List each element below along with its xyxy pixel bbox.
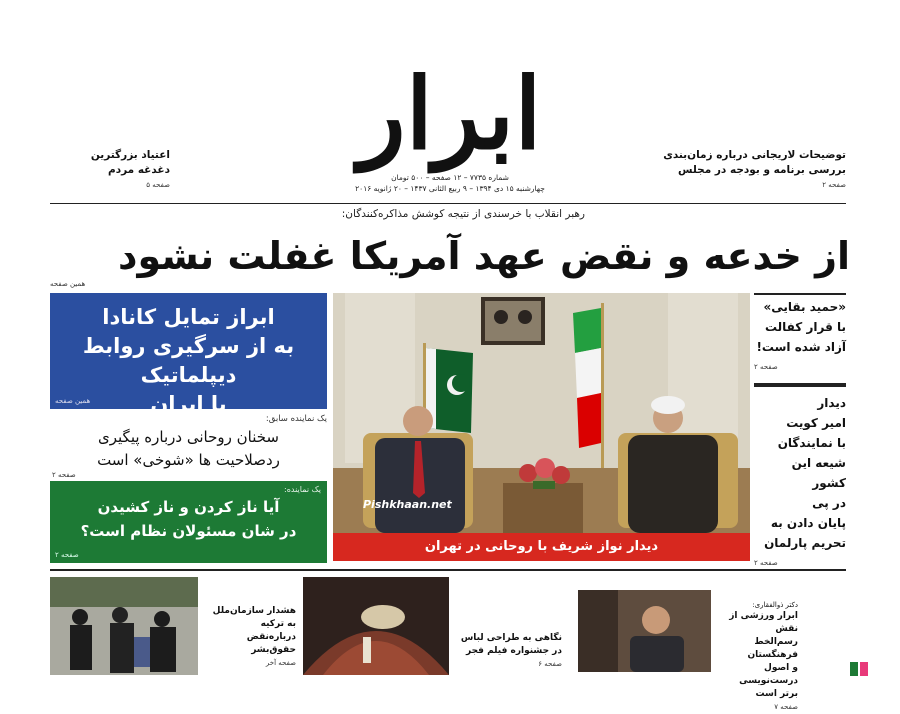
bottom-story-2-line1: نگاهی به طراحی لباس <box>460 633 562 643</box>
right-story-1-line2: با قرار کفالت <box>764 320 846 334</box>
right-story-2-line6: پایان دادن به <box>770 516 846 530</box>
registration-mark-pink <box>860 662 868 676</box>
teaser-right-page: صفحه ۲ <box>822 181 846 189</box>
main-photo[interactable] <box>333 293 750 533</box>
blue-story-page: همین صفحه <box>55 397 91 405</box>
bottom-photo-3[interactable] <box>578 590 711 672</box>
headline-kicker: رهبر انقلاب با خرسندی از نتیجه کوشش مذاکره‌کنندگان: <box>341 208 585 220</box>
bottom-photo-3-illustration <box>578 590 711 672</box>
photo-watermark: Pishkhaan.net <box>363 498 452 511</box>
bottom-story-3-line2: رسم‌الخط فرهنگستان <box>747 637 798 660</box>
green-story-line1: آیا ناز کردن و ناز کشیدن <box>97 498 280 516</box>
white-story[interactable] <box>50 413 327 479</box>
bottom-photo-1[interactable] <box>50 577 198 675</box>
dateline <box>345 172 555 194</box>
green-story-kicker: یک نماینده: <box>284 485 321 494</box>
white-story-line2: ردصلاحیت ها «شوخی» است <box>97 451 280 469</box>
white-story-page: صفحه ۲ <box>52 471 76 479</box>
teaser-right-line2: بررسی برنامه و بودجه در مجلس <box>678 164 846 176</box>
dateline-date: چهارشنبه ۱۵ دی ۱۳۹۴ – ۹ ربیع الثانی ۱۴۳۷ – ۲۰ ژانویه ۲۰۱۶ <box>355 184 545 193</box>
right-story-2-line4: شیعه این کشور <box>791 456 846 490</box>
bottom-story-1-line3: درباره‌نقض <box>246 632 296 642</box>
right-column[interactable] <box>754 293 846 573</box>
right-story-1-line3: آزاد شده است! <box>756 340 846 354</box>
bottom-story-1-page: صفحه آخر <box>265 659 296 667</box>
teaser-left-page: صفحه ۵ <box>146 181 170 189</box>
main-photo-illustration <box>333 293 750 533</box>
bottom-story-2-line2: در جشنواره فیلم فجر <box>465 646 562 656</box>
bottom-story-3-line3: و اصول درست‌نویسی <box>739 663 798 686</box>
dateline-issue: شماره ۷۷۳۵ – ۱۲ صفحه – ۵۰۰ تومان <box>391 173 509 182</box>
bottom-story-3[interactable] <box>714 600 798 714</box>
blue-story-box[interactable] <box>50 293 327 416</box>
bottom-photo-2[interactable] <box>303 577 449 675</box>
photo-caption: دیدار نواز شریف با روحانی در تهران <box>333 533 750 561</box>
green-story-page: صفحه ۲ <box>55 551 79 559</box>
bottom-story-3-kicker: دکتر ذوالفقاری: <box>752 601 798 609</box>
right-story-2-line7: تحریم پارلمان <box>764 536 846 550</box>
bottom-story-3-line1: ابرار ورزشی از نقش <box>729 611 798 634</box>
bottom-story-1-line2: به ترکیه <box>260 619 296 629</box>
white-story-line1: سخنان روحانی درباره پیگیری <box>98 428 279 446</box>
green-story-line2: در شان مسئولان نظام است؟ <box>80 522 297 540</box>
right-story-2-line3: با نمایندگان <box>777 436 846 450</box>
bottom-story-3-page: صفحه ۷ <box>774 703 798 711</box>
bottom-story-1-line1: هشدار سازمان‌ملل <box>212 606 296 616</box>
right-story-1-page: صفحه ۲ <box>754 363 778 371</box>
bottom-story-2-page: صفحه ۶ <box>538 660 562 668</box>
bottom-story-1-line4: حقوق‌بشر <box>251 645 296 655</box>
teaser-left-line2: دغدغه مردم <box>108 164 170 176</box>
bottom-story-2[interactable] <box>452 632 562 671</box>
right-story-2-line1: دیدار <box>817 396 846 410</box>
white-story-kicker: یک نماینده سابق: <box>265 414 327 424</box>
right-story-2-line2: امیر کویت <box>786 416 846 430</box>
right-story-1[interactable] <box>754 293 846 377</box>
teaser-right-line1: توضیحات لاریجانی درباره زمان‌بندی <box>663 149 846 161</box>
headline-page: همین صفحه <box>50 280 86 288</box>
bottom-rule <box>50 569 846 571</box>
teaser-left[interactable] <box>50 148 170 193</box>
right-story-2-line5: در پی <box>812 496 846 510</box>
teaser-left-line1: اعتیاد بزرگترین <box>90 149 170 161</box>
right-story-1-line1: «حمید بقایی» <box>763 300 846 314</box>
right-story-2[interactable] <box>754 383 846 573</box>
masthead-title: ابرار <box>358 57 542 172</box>
right-story-2-page: صفحه ۲ <box>754 559 778 567</box>
blue-story-line1: ابراز تمایل کانادا <box>102 305 275 329</box>
green-story-box[interactable] <box>50 481 327 563</box>
bottom-story-1[interactable] <box>202 605 296 670</box>
blue-story-line3: با ایران <box>150 392 227 416</box>
bottom-story-3-line4: برتر است <box>755 689 798 699</box>
masthead-rule <box>50 203 846 204</box>
teaser-right[interactable] <box>656 148 846 193</box>
blue-story-line2: به از سرگیری روابط دیپلماتیک <box>82 334 295 387</box>
bottom-photo-1-illustration <box>50 577 198 675</box>
registration-mark-green <box>850 662 858 676</box>
bottom-photo-2-illustration <box>303 577 449 675</box>
main-headline[interactable]: از خدعه و نقض عهد آمریکا غفلت نشود <box>117 234 850 278</box>
